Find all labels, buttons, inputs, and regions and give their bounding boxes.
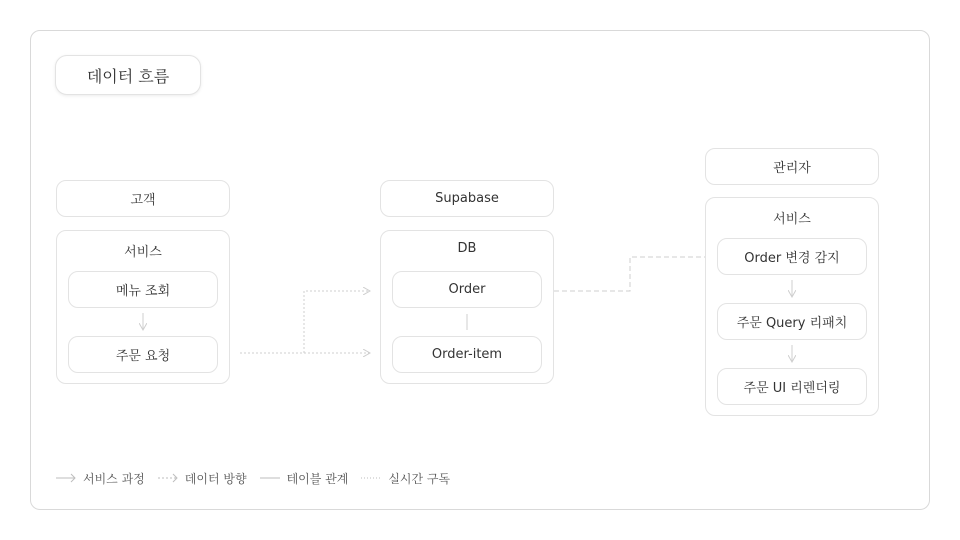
legend-label: 서비스 과정 (83, 471, 145, 486)
db-group-label: DB (457, 241, 477, 256)
dashed-line-icon (360, 473, 382, 483)
legend-label: 테이블 관계 (286, 471, 349, 486)
supabase-header: Supabase (380, 180, 554, 217)
menu-view-node: 메뉴 조회 (68, 271, 218, 308)
legend (55, 468, 462, 488)
customer-header: 고객 (56, 180, 230, 217)
order-query-refetch-node: 주문 Query 리패치 (717, 303, 867, 340)
legend-realtime-subscription (360, 470, 450, 487)
legend-service-process (55, 470, 145, 487)
order-table-node: Order (392, 271, 542, 308)
order-request-node: 주문 요청 (68, 336, 218, 373)
order-ui-rerender-node: 주문 UI 리렌더링 (717, 368, 867, 405)
solid-line-icon (259, 473, 281, 483)
realtime-subscription-line (554, 257, 705, 291)
diagram-title: 데이터 흐름 (55, 55, 201, 95)
legend-table-relation (259, 470, 349, 487)
legend-data-direction (157, 470, 247, 487)
legend-label: 데이터 방향 (184, 471, 247, 486)
order-item-table-node: Order-item (392, 336, 542, 373)
dotted-arrow-icon (157, 473, 179, 483)
data-flow-to-order (240, 291, 370, 353)
admin-group-label: 서비스 (773, 212, 811, 227)
customer-group-label: 서비스 (124, 245, 162, 260)
order-change-detect-node: Order 변경 감지 (717, 238, 867, 275)
solid-arrow-icon (55, 473, 77, 483)
legend-label: 실시간 구독 (388, 471, 451, 486)
admin-header: 관리자 (705, 148, 879, 185)
